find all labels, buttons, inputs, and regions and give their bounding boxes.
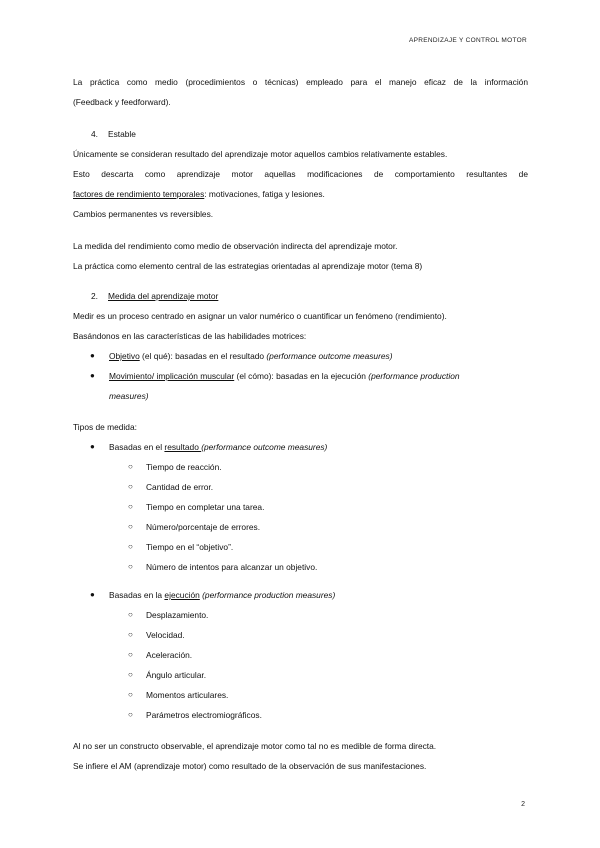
- section-2-number: 2.: [91, 291, 98, 301]
- intro-line-1: La práctica como medio (procedimientos o técnicas) empleado para el manejo eficaz de la información: [73, 77, 528, 87]
- list-item: [73, 437, 528, 457]
- bullet-icon: ●: [90, 351, 95, 360]
- sub-list-item-text: Número/porcentaje de errores.: [146, 522, 261, 532]
- list-item-text: (el qué): basadas en el resultado: [139, 351, 267, 361]
- list-item-text: (el cómo): basadas en la ejecución: [234, 371, 369, 381]
- closing-line-2: Se infiere el AM (aprendizaje motor) como resultado de la observación de sus manifestaciones.: [73, 761, 427, 771]
- underlined-term: factores de rendimiento temporales: [73, 189, 205, 199]
- sub-list-item: [73, 685, 528, 705]
- sub-list-item-text: Desplazamiento.: [146, 610, 209, 620]
- circle-bullet-icon: ○: [128, 542, 133, 551]
- circle-bullet-icon: ○: [128, 710, 133, 719]
- list-item-italic: (performance production: [368, 371, 460, 381]
- sub-list-item: [73, 605, 528, 625]
- measure-intro-2: La práctica como elemento central de las estrategias orientadas al aprendizaje motor (tema 8): [73, 261, 423, 271]
- group-2-sublist: [73, 605, 528, 725]
- circle-bullet-icon: ○: [128, 562, 133, 571]
- list-item-term: Objetivo: [109, 351, 140, 361]
- sub-list-item-text: Aceleración.: [146, 650, 193, 660]
- section-4-p3: Cambios permanentes vs reversibles.: [73, 209, 214, 219]
- bullet-icon: ●: [90, 442, 95, 451]
- tipos-label: Tipos de medida:: [73, 422, 137, 432]
- sub-list-item-text: Momentos articulares.: [146, 690, 229, 700]
- sub-list-item: [73, 517, 528, 537]
- sub-list-item: [73, 497, 528, 517]
- circle-bullet-icon: ○: [128, 690, 133, 699]
- list-item: [73, 585, 528, 605]
- section-4-p2b-rest: : motivaciones, fatiga y lesiones.: [204, 189, 325, 199]
- circle-bullet-icon: ○: [128, 522, 133, 531]
- sub-list-item: [73, 645, 528, 665]
- group-2-term: ejecución: [164, 590, 200, 600]
- group-1-pre: Basadas en el: [109, 442, 165, 452]
- section-4-title: Estable: [108, 129, 136, 139]
- circle-bullet-icon: ○: [128, 670, 133, 679]
- group-1-sublist: [73, 457, 528, 577]
- list-item: [73, 366, 528, 386]
- list-item-continuation: [73, 386, 528, 406]
- list-item: [73, 346, 528, 366]
- sub-list-item-text: Cantidad de error.: [146, 482, 214, 492]
- sub-list-item-text: Tiempo en el “objetivo”.: [146, 542, 234, 552]
- sub-list-item-text: Tiempo en completar una tarea.: [146, 502, 265, 512]
- section-4-heading: [73, 124, 528, 144]
- sub-list-item: [73, 557, 528, 577]
- section-4-p2a: Esto descarta como aprendizaje motor aquellas modificaciones de comportamiento resultantes de: [73, 169, 528, 179]
- intro-line-2: (Feedback y feedforward).: [73, 97, 171, 107]
- group-1-term: resultado: [164, 442, 202, 452]
- page-number: 2: [521, 801, 525, 808]
- circle-bullet-icon: ○: [128, 610, 133, 619]
- sub-list-item: [73, 625, 528, 645]
- circle-bullet-icon: ○: [128, 462, 133, 471]
- bullet-icon: ●: [90, 371, 95, 380]
- section-2-l2: Basándonos en las características de las habilidades motrices:: [73, 331, 307, 341]
- sub-list-item-text: Parámetros electromiográficos.: [146, 710, 262, 720]
- circle-bullet-icon: ○: [128, 650, 133, 659]
- section-2-l1: Medir es un proceso centrado en asignar un valor numérico o cuantificar un fenómeno (rendimiento).: [73, 311, 447, 321]
- section-4-p2b: [73, 184, 528, 204]
- circle-bullet-icon: ○: [128, 482, 133, 491]
- sub-list-item: [73, 457, 528, 477]
- bullet-icon: ●: [90, 590, 95, 599]
- section-2-heading: [73, 286, 528, 306]
- list-item-term: Movimiento/ implicación muscular: [109, 371, 235, 381]
- closing-line-1: Al no ser un constructo observable, el aprendizaje motor como tal no es medible de forma directa.: [73, 741, 437, 751]
- group-2-italic: (performance production measures): [199, 590, 336, 600]
- sub-list-item-text: Número de intentos para alcanzar un objetivo.: [146, 562, 318, 572]
- sub-list-item-text: Velocidad.: [146, 630, 185, 640]
- list-item-italic: (performance outcome measures): [266, 351, 393, 361]
- running-header: APRENDIZAJE Y CONTROL MOTOR: [408, 37, 527, 44]
- sub-list-item: [73, 665, 528, 685]
- document-body: [73, 72, 528, 776]
- group-1-italic: (performance outcome measures): [201, 442, 328, 452]
- section-4-number: 4.: [91, 129, 98, 139]
- circle-bullet-icon: ○: [128, 502, 133, 511]
- sub-list-item: [73, 537, 528, 557]
- section-4-p1: Únicamente se consideran resultado del aprendizaje motor aquellos cambios relativamente estables.: [73, 149, 448, 159]
- group-2-pre: Basadas en la: [109, 590, 165, 600]
- sub-list-item-text: Ángulo articular.: [146, 670, 207, 680]
- sub-list-item: [73, 477, 528, 497]
- section-2-title: Medida del aprendizaje motor: [108, 291, 219, 301]
- sub-list-item: [73, 705, 528, 725]
- circle-bullet-icon: ○: [128, 630, 133, 639]
- sub-list-item-text: Tiempo de reacción.: [146, 462, 222, 472]
- measure-intro-1: La medida del rendimiento como medio de observación indirecta del aprendizaje motor.: [73, 241, 398, 251]
- list-item-italic: measures): [109, 391, 149, 401]
